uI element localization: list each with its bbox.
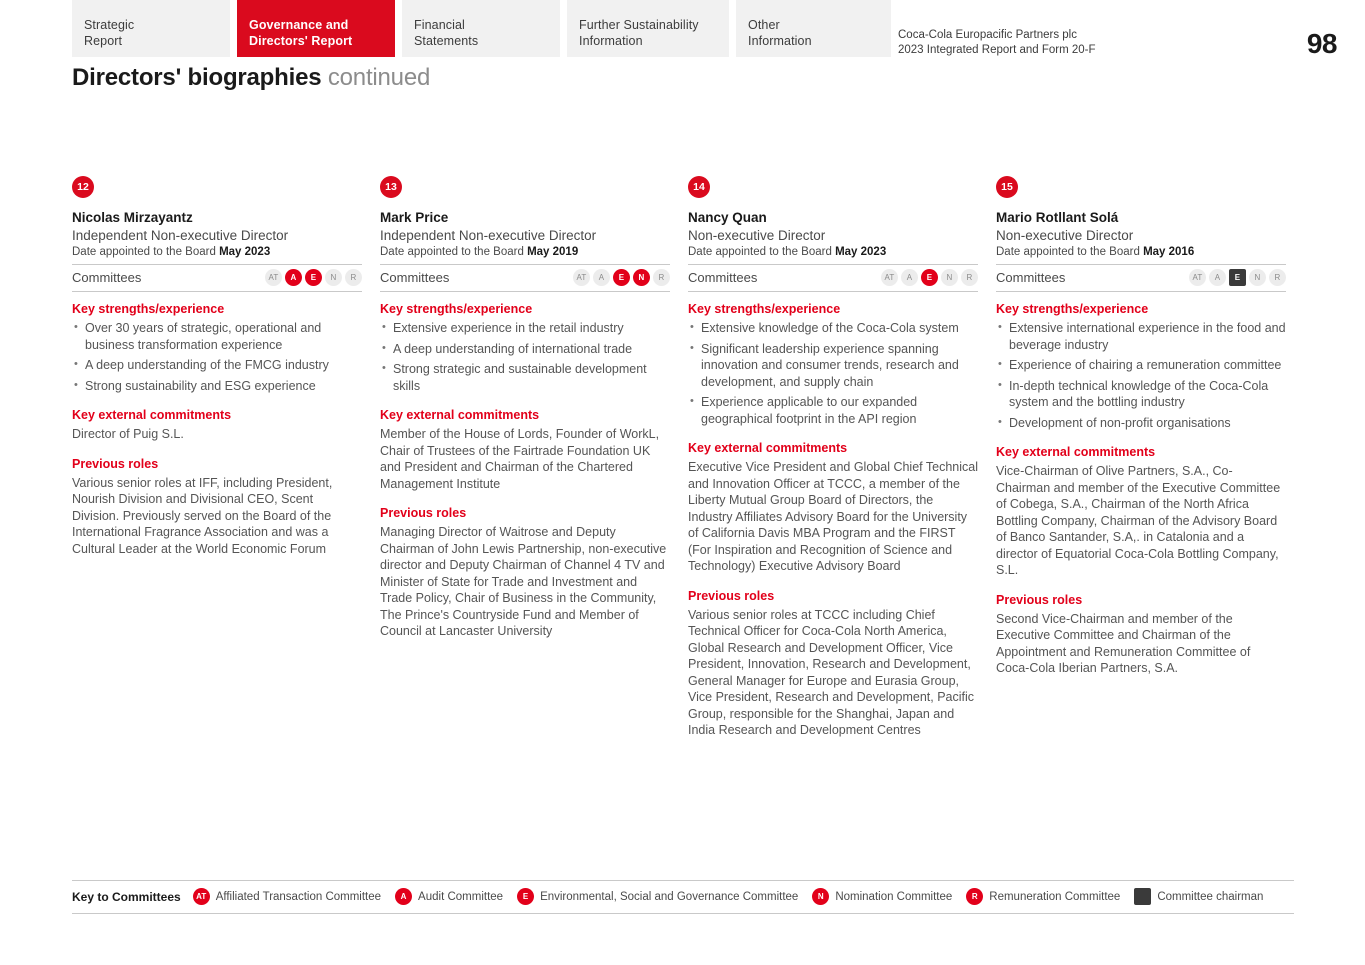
strength-item: • A deep understanding of the FMCG industry xyxy=(72,357,362,374)
committee-badge-at: AT xyxy=(881,269,898,286)
committee-badge-n: N xyxy=(941,269,958,286)
committee-badge-r: R xyxy=(653,269,670,286)
committee-badge-e: E xyxy=(613,269,630,286)
legend-item xyxy=(193,888,381,905)
tab-label-line2: Report xyxy=(84,33,123,48)
key-to-committees-legend xyxy=(72,880,1294,914)
legend-badge-r: R xyxy=(966,888,983,905)
appointed-prefix: Date appointed to the Board xyxy=(688,246,832,258)
page-title xyxy=(72,64,430,92)
committee-badge-r: R xyxy=(1269,269,1286,286)
director-number-badge: 13 xyxy=(380,176,402,198)
legend-item xyxy=(1134,888,1263,905)
tab-label-line2: Statements xyxy=(414,33,479,48)
section-tab-bar xyxy=(0,0,1365,57)
strength-item: • Significant leadership experience spanning innovation and consumer trends, research and development, and supply chain xyxy=(688,341,978,391)
committee-badge-a: A xyxy=(901,269,918,286)
committee-badge-n: N xyxy=(1249,269,1266,286)
page-number: 98 xyxy=(1306,28,1337,59)
committees-row xyxy=(996,264,1286,292)
strength-item: • Experience applicable to our expanded geographical footprint in the API region xyxy=(688,394,978,427)
key-external-text: Executive Vice President and Global Chief Technical and Innovation Officer at TCCC, a member of the Liberty Mutual Group Board of Directors, the Industry Affiliates Advisory Board for the University of California Davis MBA Program and the FIRST (For Inspiration and Recognition of Science and Technology) Executive Advisory Board xyxy=(688,460,978,573)
director-card xyxy=(996,176,1286,739)
strength-item: • Extensive experience in the retail industry xyxy=(380,320,670,337)
heading-previous-roles: Previous roles xyxy=(996,592,1083,607)
appointed-prefix: Date appointed to the Board xyxy=(72,246,216,258)
director-card xyxy=(380,176,670,739)
key-strengths-list xyxy=(688,320,978,427)
legend-label: Nomination Committee xyxy=(835,890,953,903)
heading-previous-roles: Previous roles xyxy=(688,588,775,603)
director-role: Independent Non-executive Director xyxy=(72,228,289,243)
legend-badge-e: E xyxy=(517,888,534,905)
director-number-badge: 14 xyxy=(688,176,710,198)
director-card xyxy=(72,176,362,739)
strength-item: • Development of non-profit organisations xyxy=(996,415,1286,432)
committees-label: Committees xyxy=(996,270,1066,285)
strength-item: • Extensive international experience in the food and beverage industry xyxy=(996,320,1286,353)
strength-item: • Strong strategic and sustainable development skills xyxy=(380,361,670,394)
previous-roles-text: Second Vice-Chairman and member of the Executive Committee and Chairman of the Appointment and Remuneration Committee of Coca-Cola Iberian Partners, S.A. xyxy=(996,611,1251,675)
director-card xyxy=(688,176,978,739)
legend-item xyxy=(395,888,503,905)
heading-previous-roles: Previous roles xyxy=(72,456,159,471)
previous-roles-text: Various senior roles at TCCC including Chief Technical Officer for Coca-Cola North America, Global Research and Development Officer, Vice President, Innovation, Research and Development, General Manager for Europe and Eurasia Group, Vice President, Research and Development, Pacific Group, responsible for the Shanghai, Japan and India Research and Development Centres xyxy=(688,607,975,737)
previous-roles-text: Various senior roles at IFF, including President, Nourish Division and Divisional CEO, Scent Division. Previously served on the Board of the International Fragrance Association and was a Cultural Leader at the World Economic Forum xyxy=(72,475,333,556)
committee-badges xyxy=(573,269,670,286)
appointed-value: May 2016 xyxy=(1143,246,1195,258)
heading-previous-roles: Previous roles xyxy=(380,506,467,520)
director-name: Nancy Quan xyxy=(688,210,767,225)
appointed-prefix: Date appointed to the Board xyxy=(380,246,524,258)
key-strengths-list xyxy=(72,320,362,394)
legend-badge-at: AT xyxy=(193,888,210,905)
appointed-value: May 2019 xyxy=(527,246,579,258)
legend-title: Key to Committees xyxy=(72,889,181,904)
tab-strategic-report[interactable] xyxy=(72,0,230,57)
heading-key-strengths: Key strengths/experience xyxy=(380,302,533,316)
committee-badge-r: R xyxy=(345,269,362,286)
committee-badge-e: E xyxy=(1229,269,1246,286)
committee-badge-at: AT xyxy=(573,269,590,286)
document-company: Coca-Cola Europacific Partners plc xyxy=(898,29,1077,41)
heading-key-external: Key external commitments xyxy=(380,408,540,422)
legend-item xyxy=(812,888,952,905)
page-title-main: Directors' biographies xyxy=(72,64,322,91)
strength-item: • A deep understanding of international trade xyxy=(380,341,670,358)
page-title-continued: continued xyxy=(327,64,431,91)
director-number-badge: 15 xyxy=(996,176,1018,198)
strength-item: • In-depth technical knowledge of the Coca-Cola system and the bottling industry xyxy=(996,378,1286,411)
document-report-name: 2023 Integrated Report and Form 20-F xyxy=(898,44,1096,56)
legend-badge-a: A xyxy=(395,888,412,905)
legend-label: Audit Committee xyxy=(418,890,504,903)
director-number-badge: 12 xyxy=(72,176,94,198)
director-appointed-date xyxy=(996,244,1286,264)
tab-label-line2: Directors' Report xyxy=(249,33,353,48)
director-appointed-date xyxy=(72,244,362,264)
director-name: Mark Price xyxy=(380,210,449,225)
committees-row xyxy=(72,264,362,292)
heading-key-strengths: Key strengths/experience xyxy=(688,302,841,316)
committee-badge-r: R xyxy=(961,269,978,286)
tab-label-line1: Further Sustainability xyxy=(579,18,699,32)
legend-badge-chair xyxy=(1134,888,1151,905)
appointed-prefix: Date appointed to the Board xyxy=(996,246,1140,258)
committee-badge-e: E xyxy=(305,269,322,286)
legend-label: Remuneration Committee xyxy=(989,890,1121,903)
heading-key-strengths: Key strengths/experience xyxy=(996,302,1149,316)
committees-row xyxy=(380,264,670,292)
legend-item xyxy=(517,888,798,905)
committee-badges xyxy=(881,269,978,286)
committees-label: Committees xyxy=(380,270,450,285)
director-appointed-date xyxy=(688,244,978,264)
director-columns xyxy=(72,176,1294,739)
committee-badge-a: A xyxy=(593,269,610,286)
legend-label: Affiliated Transaction Committee xyxy=(215,890,382,903)
legend-item xyxy=(966,888,1120,905)
committee-badge-n: N xyxy=(325,269,342,286)
director-role: Non-executive Director xyxy=(996,228,1134,243)
strength-item: • Experience of chairing a remuneration committee xyxy=(996,357,1286,374)
appointed-value: May 2023 xyxy=(835,246,887,258)
key-external-text: Member of the House of Lords, Founder of WorkL, Chair of Trustees of the Fairtrade Foundation UK and President and Chairman of the Chartered Management Institute xyxy=(380,427,660,491)
key-strengths-list xyxy=(380,320,670,394)
heading-key-external: Key external commitments xyxy=(996,445,1156,459)
director-name: Nicolas Mirzayantz xyxy=(72,210,193,225)
committee-badge-n: N xyxy=(633,269,650,286)
tab-label-line1: Strategic xyxy=(84,18,135,32)
heading-key-external: Key external commitments xyxy=(688,441,848,455)
heading-key-external: Key external commitments xyxy=(72,408,232,422)
legend-label: Environmental, Social and Governance Committee xyxy=(540,890,799,903)
committees-label: Committees xyxy=(688,270,758,285)
key-external-text: Vice-Chairman of Olive Partners, S.A., Co-Chairman and member of the Executive Committee of Cobega, S.A., Chairman of the North Africa Bottling Company, Chairman of the Advisory Board of Banco Santander, S.A,. in Catalonia and a director of Equatorial Coca-Cola Bottling Company, S.L. xyxy=(996,464,1281,577)
previous-roles-text: Managing Director of Waitrose and Deputy Chairman of John Lewis Partnership, non-executive director and Deputy Chairman of Channel 4 TV and Minister of State for Trade and Investment and Trade Policy, Chair of Business in the Community, The Prince's Countryside Fund and Member of Council at Lancaster University xyxy=(380,525,667,638)
strength-item: • Over 30 years of strategic, operational and business transformation experience xyxy=(72,320,362,353)
key-strengths-list xyxy=(996,320,1286,431)
committee-badges xyxy=(265,269,362,286)
legend-label: Committee chairman xyxy=(1157,890,1264,903)
committee-badge-at: AT xyxy=(1189,269,1206,286)
strength-item: • Strong sustainability and ESG experience xyxy=(72,378,362,395)
director-role: Independent Non-executive Director xyxy=(380,228,597,243)
committee-badges xyxy=(1189,269,1286,286)
strength-item: • Extensive knowledge of the Coca-Cola system xyxy=(688,320,978,337)
committees-label: Committees xyxy=(72,270,142,285)
appointed-value: May 2023 xyxy=(219,246,271,258)
director-appointed-date xyxy=(380,244,670,264)
director-role: Non-executive Director xyxy=(688,228,826,243)
committee-badge-at: AT xyxy=(265,269,282,286)
committee-badge-a: A xyxy=(1209,269,1226,286)
heading-key-strengths: Key strengths/experience xyxy=(72,302,225,316)
tab-label-line1: Governance and xyxy=(249,18,349,32)
tab-label-line2: Information xyxy=(748,33,812,48)
key-external-text: Director of Puig S.L. xyxy=(72,427,184,441)
director-name: Mario Rotllant Solá xyxy=(996,210,1119,225)
committees-row xyxy=(688,264,978,292)
tab-further-sustainability-information[interactable] xyxy=(567,0,729,57)
tab-other-information[interactable] xyxy=(736,0,891,57)
committee-badge-a: A xyxy=(285,269,302,286)
committee-badge-e: E xyxy=(921,269,938,286)
tab-label-line1: Financial xyxy=(414,18,465,32)
legend-badge-n: N xyxy=(812,888,829,905)
tab-label-line2: Information xyxy=(579,33,643,48)
tab-governance-and-directors-report[interactable] xyxy=(237,0,395,57)
tab-label-line1: Other xyxy=(748,18,780,32)
document-meta xyxy=(898,28,1096,58)
tab-financial-statements[interactable] xyxy=(402,0,560,57)
